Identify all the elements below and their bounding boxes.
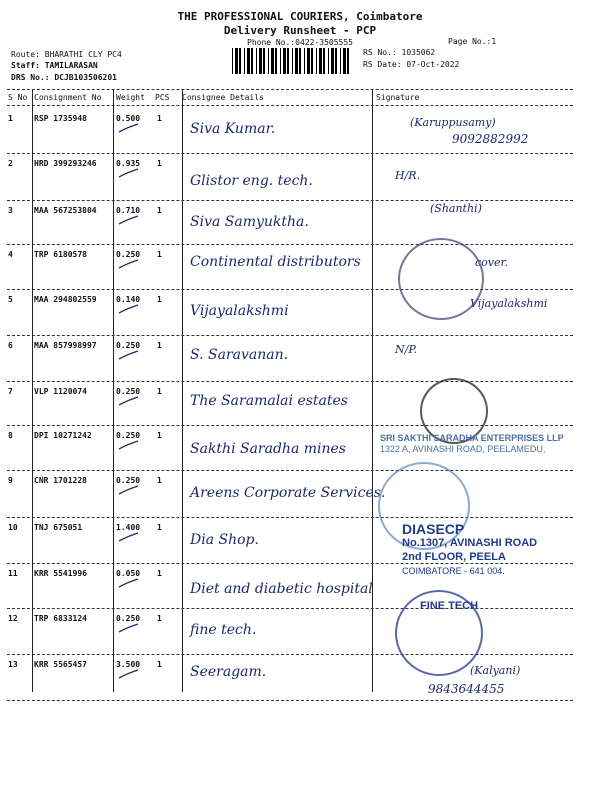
barcode-bar (335, 48, 337, 74)
row-pcs: 1 (157, 569, 162, 578)
row-weight: 0.500 (116, 114, 141, 123)
row-consignment-no: TRP 6180578 (34, 250, 87, 259)
header-top-rule (7, 89, 573, 90)
checkmark-icon (118, 484, 140, 496)
row-consignee: Continental distributors (190, 254, 361, 270)
row-consignee: Diet and diabetic hospital (190, 581, 373, 597)
row-consignment-no: CNR 1701228 (34, 476, 87, 485)
barcode-bar (328, 48, 329, 74)
row-consignee: Siva Kumar. (190, 121, 276, 137)
rs-number: RS No.: 1035062 (363, 48, 436, 57)
checkmark-icon (118, 395, 140, 407)
barcode-bar (331, 48, 334, 74)
row-consignment-no: MAA 294802559 (34, 295, 97, 304)
barcode-bar (251, 48, 253, 74)
row-signature: (Karuppusamy) (410, 116, 496, 129)
barcode-bar (256, 48, 257, 74)
barcode-bar (280, 48, 281, 74)
row-pcs: 1 (157, 523, 162, 532)
row-consignee: Seeragam. (190, 664, 267, 680)
fine-tech-stamp-text: FINE TECH (420, 600, 479, 612)
phone-number: Phone No.:0422-3505555 (247, 38, 353, 47)
row-sno: 2 (8, 159, 13, 168)
barcode-bar (259, 48, 262, 74)
checkmark-icon (118, 214, 140, 226)
table-row (0, 289, 600, 335)
table-row (0, 108, 600, 153)
row-consignment-no: TNJ 675051 (34, 523, 83, 532)
row-consignee: Sakthi Saradha mines (190, 441, 346, 457)
row-weight: 0.935 (116, 159, 141, 168)
barcode-bar (263, 48, 265, 74)
row-consignee: Areens Corporate Services. (190, 485, 386, 501)
barcode-bar (271, 48, 274, 74)
row-pcs: 1 (157, 431, 162, 440)
row-pcs: 1 (157, 206, 162, 215)
row-weight: 0.250 (116, 250, 141, 259)
row-sno: 3 (8, 206, 13, 215)
table-row (0, 200, 600, 244)
checkmark-icon (118, 349, 140, 361)
table-row (0, 153, 600, 200)
checkmark-icon (118, 531, 140, 543)
barcode (232, 48, 352, 74)
row-consignee: Vijayalakshmi (190, 303, 289, 319)
barcode-bar (340, 48, 341, 74)
row-weight: 1.400 (116, 523, 141, 532)
table-row (0, 470, 600, 517)
barcode-bar (299, 48, 301, 74)
barcode-bar (232, 48, 233, 74)
barcode-bar (343, 48, 346, 74)
row-sno: 12 (8, 614, 18, 623)
barcode-bar (319, 48, 322, 74)
row-consignment-no: DPI 10271242 (34, 431, 92, 440)
table-row (0, 608, 600, 654)
checkmark-icon (118, 258, 140, 270)
barcode-bar (247, 48, 250, 74)
row-weight: 0.050 (116, 569, 141, 578)
barcode-bar (307, 48, 310, 74)
col-header-sno: S No (8, 93, 28, 102)
row-consignment-no: RSP 1735948 (34, 114, 87, 123)
row-consignment-no: MAA 567253804 (34, 206, 97, 215)
row-sno: 6 (8, 341, 13, 350)
table-row (0, 244, 600, 289)
col-header-signature: Signature (376, 93, 420, 102)
barcode-bar (244, 48, 245, 74)
row-weight: 0.250 (116, 431, 141, 440)
row-weight: 3.500 (116, 660, 141, 669)
row-weight: 0.250 (116, 387, 141, 396)
route-label: Route: BHARATHI CLY PC4 (11, 50, 122, 59)
barcode-bar (311, 48, 313, 74)
checkmark-icon (118, 122, 140, 134)
document-title: Delivery Runsheet - PCP (223, 24, 377, 37)
barcode-bar (287, 48, 289, 74)
barcode-bar (316, 48, 317, 74)
row-signature: N/P. (395, 343, 417, 356)
sakthi-stamp-line2: 1322 A, AVINASHI ROAD, PEELAMEDU, (380, 444, 546, 454)
row-pcs: 1 (157, 114, 162, 123)
staff-label: Staff: TAMILARASAN (11, 61, 98, 70)
row-weight: 0.250 (116, 476, 141, 485)
row-consignment-no: VLP 1120074 (34, 387, 87, 396)
company-name: THE PROFESSIONAL COURIERS, Coimbatore (177, 10, 423, 23)
row-consignee: S. Saravanan. (190, 347, 289, 363)
rs-date: RS Date: 07-Oct-2022 (363, 60, 460, 69)
barcode-bar (283, 48, 286, 74)
checkmark-icon (118, 622, 140, 634)
diasecp-line1: No.1307, AVINASHI ROAD (402, 537, 538, 549)
row-signature: (Shanthi) (430, 202, 482, 215)
row-sno: 9 (8, 476, 13, 485)
diasecp-stamp (402, 522, 537, 578)
sakthi-stamp (380, 433, 564, 455)
row-weight: 0.710 (116, 206, 141, 215)
barcode-bar (239, 48, 241, 74)
row-consignment-no: KRR 5541996 (34, 569, 87, 578)
barcode-bar (323, 48, 325, 74)
row-weight: 0.250 (116, 341, 141, 350)
col-header-weight: Weight (116, 93, 145, 102)
row-pcs: 1 (157, 387, 162, 396)
continental-stamp (398, 238, 484, 320)
row-pcs: 1 (157, 614, 162, 623)
barcode-bar (347, 48, 349, 74)
checkmark-icon (118, 167, 140, 179)
col-header-consignment: Consignment No (34, 93, 102, 102)
diasecp-line2: 2nd FLOOR, PEELA (402, 551, 506, 563)
table-row (0, 335, 600, 381)
barcode-bar (295, 48, 298, 74)
barcode-bar (275, 48, 277, 74)
row-signature: H/R. (395, 169, 421, 182)
row-signature: Vijayalakshmi (470, 297, 548, 310)
header-bottom-rule (7, 105, 573, 106)
row-consignee: Dia Shop. (190, 532, 259, 548)
row-pcs: 1 (157, 159, 162, 168)
checkmark-icon (118, 303, 140, 315)
row-signature: (Kalyani) (470, 664, 521, 677)
col-header-pcs: PCS (155, 93, 170, 102)
row-pcs: 1 (157, 341, 162, 350)
diasecp-line3: COIMBATORE - 641 004. (402, 566, 505, 576)
row-pcs: 1 (157, 476, 162, 485)
row-weight: 0.140 (116, 295, 141, 304)
row-signature-phone: 9843644455 (428, 682, 505, 696)
barcode-bar (235, 48, 238, 74)
row-sno: 10 (8, 523, 18, 532)
diasecp-name: DIASECP (402, 521, 465, 537)
row-signature-phone: 9092882992 (452, 132, 529, 146)
row-consignment-no: HRD 399293246 (34, 159, 97, 168)
barcode-bar (268, 48, 269, 74)
row-signature: cover. (475, 256, 509, 269)
drs-number: DRS No.: DCJB103506201 (11, 73, 117, 82)
row-pcs: 1 (157, 295, 162, 304)
checkmark-icon (118, 577, 140, 589)
barcode-bar (304, 48, 305, 74)
row-consignment-no: KRR 5565457 (34, 660, 87, 669)
table-row (0, 654, 600, 700)
row-consignee: Siva Samyuktha. (190, 214, 309, 230)
row-sno: 8 (8, 431, 13, 440)
row-sno: 5 (8, 295, 13, 304)
checkmark-icon (118, 668, 140, 680)
table-row (0, 381, 600, 425)
row-weight: 0.250 (116, 614, 141, 623)
row-sno: 1 (8, 114, 13, 123)
row-sno: 13 (8, 660, 18, 669)
row-divider (7, 700, 573, 701)
row-consignment-no: MAA 857998997 (34, 341, 97, 350)
row-consignee: fine tech. (190, 622, 257, 638)
row-sno: 11 (8, 569, 18, 578)
checkmark-icon (118, 439, 140, 451)
row-sno: 7 (8, 387, 13, 396)
row-consignee: Glistor eng. tech. (190, 173, 313, 189)
row-pcs: 1 (157, 250, 162, 259)
col-header-consignee: Consignee Details (182, 93, 264, 102)
row-sno: 4 (8, 250, 13, 259)
page-number: Page No.:1 (448, 37, 497, 46)
row-pcs: 1 (157, 660, 162, 669)
barcode-bar (292, 48, 293, 74)
row-consignment-no: TRP 6833124 (34, 614, 87, 623)
row-consignee: The Saramalai estates (190, 393, 348, 409)
sakthi-stamp-line1: SRI SAKTHI SARADHA ENTERPRISES LLP (380, 433, 564, 443)
